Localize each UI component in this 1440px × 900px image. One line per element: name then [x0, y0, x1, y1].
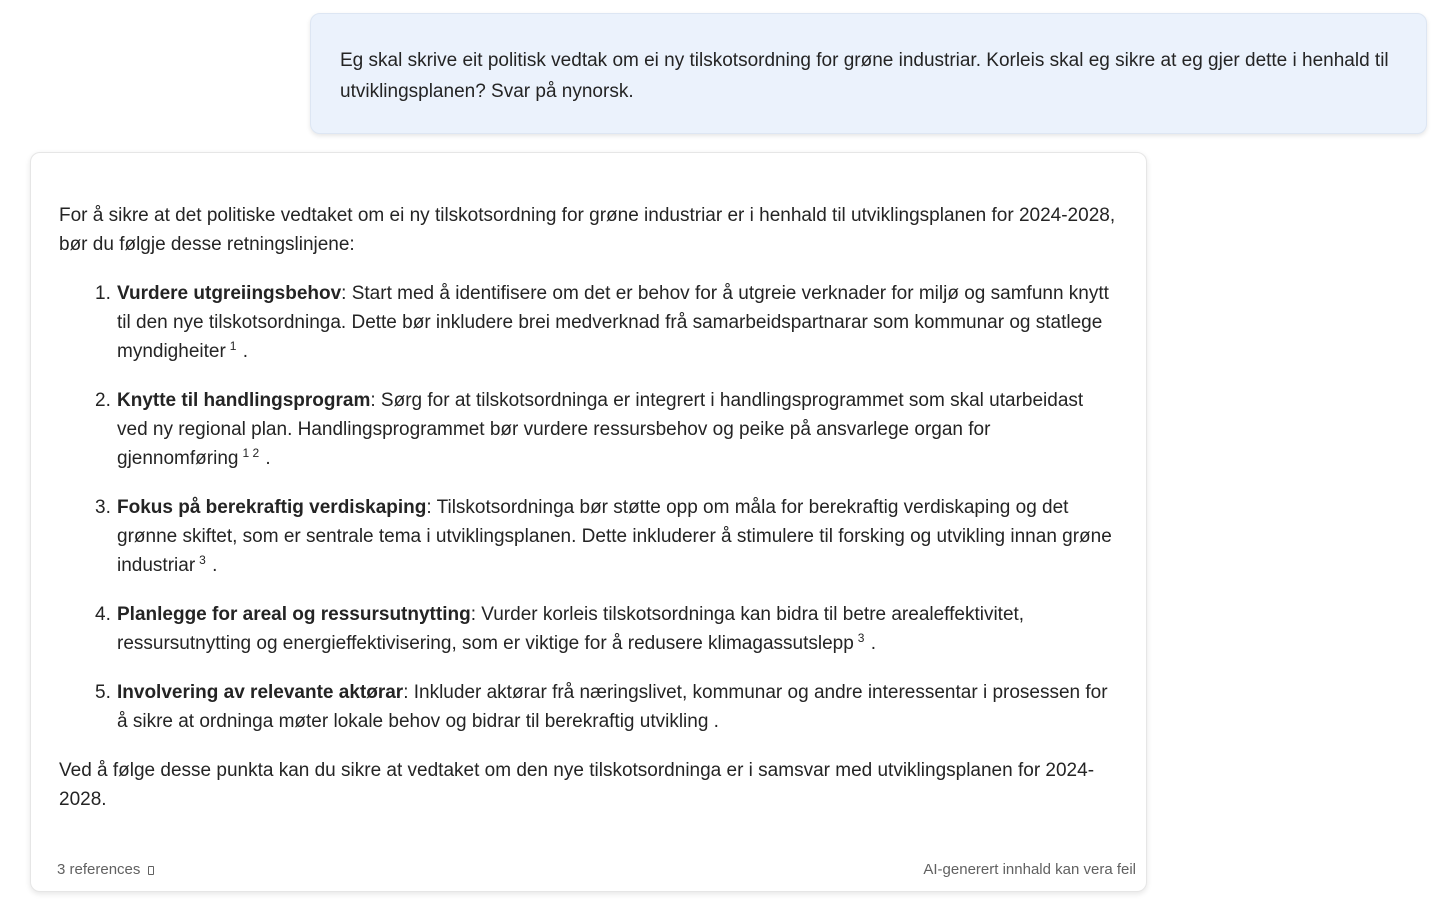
list-item-title: Vurdere utgreiingsbehov [117, 283, 342, 304]
list-item [95, 493, 1119, 580]
citation-marker[interactable]: 3 [857, 630, 865, 645]
references-toggle[interactable] [57, 861, 154, 878]
user-message-text: Eg skal skrive eit politisk vedtak om ei ny tilskotsordning for grøne industriar. Korleis skal eg sikre at eg gjer dette i henhald til utviklingsplanen? Svar på nynorsk. [340, 50, 1389, 102]
chevron-icon [148, 866, 154, 875]
list-item [95, 386, 1119, 473]
list-item [95, 600, 1119, 658]
response-footer [57, 859, 1136, 879]
list-item-title: Planlegge for areal og ressursutnytting [117, 604, 471, 625]
references-label: 3 references [57, 860, 141, 878]
guideline-list [59, 279, 1119, 736]
ai-disclaimer: AI-generert innhald kan vera feil [923, 860, 1136, 878]
list-item-title: Involvering av relevante aktørar [117, 682, 404, 703]
list-item-title: Knytte til handlingsprogram [117, 390, 371, 411]
list-item-end: . [237, 341, 249, 362]
citation-marker[interactable]: 3 [199, 552, 206, 567]
list-item [95, 279, 1119, 366]
list-item-end: . [865, 633, 877, 654]
list-item-end: . [206, 555, 218, 576]
list-item-number: 2. [95, 390, 111, 411]
response-intro: For å sikre at det politiske vedtaket om ei ny tilskotsordning for grøne industriar er i henhald til utviklingsplanen for 2024-2028, bør du følgje desse retningslinjene: [59, 205, 1116, 255]
list-item-number: 4. [95, 604, 111, 625]
citation-marker[interactable]: 1 [229, 338, 237, 353]
citation-marker[interactable]: 1 2 [242, 445, 260, 460]
assistant-response-card [30, 152, 1147, 892]
list-item-text: : Vurder korleis tilskotsordninga kan bidra til betre arealeffektivitet, ressursutnytting og energieffektivisering, som er viktige for å redusere klimagassutslepp [117, 604, 1025, 654]
user-message-bubble [310, 13, 1427, 134]
list-item-number: 1. [95, 283, 111, 304]
list-item-text: : Start med å identifisere om det er behov for å utgreie verknader for miljø og samfunn knytt til den nye tilskotsordninga. Dette bør inkludere brei medverknad frå samarbeidspartnarar som kommunar og statlege myndigheiter [117, 283, 1109, 362]
list-item [95, 678, 1119, 736]
list-item-text: : Inkluder aktørar frå næringslivet, kommunar og andre interessentar i prosessen for å sikre at ordninga møter lokale behov og bidrar til berekraftig utvikling . [117, 682, 1108, 732]
list-item-text: : Sørg for at tilskotsordninga er integrert i handlingsprogrammet som skal utarbeidast ved ny regional plan. Handlingsprogrammet bør vurdere ressursbehov og peike på ansvarlege organ for gjennomføring [117, 390, 1084, 469]
assistant-response-body [59, 201, 1119, 814]
response-outro: Ved å følge desse punkta kan du sikre at vedtaket om den nye tilskotsordninga er i samsvar med utviklingsplanen for 2024-2028. [59, 760, 1095, 810]
list-item-end: . [260, 448, 271, 469]
list-item-number: 5. [95, 682, 111, 703]
list-item-text: : Tilskotsordninga bør støtte opp om måla for berekraftig verdiskaping og det grønne skiftet, som er sentrale tema i utviklingsplanen. Dette inkluderer å stimulere til forsking og utvikling innan grøne industriar [117, 497, 1112, 576]
list-item-number: 3. [95, 497, 111, 518]
list-item-title: Fokus på berekraftig verdiskaping [117, 497, 427, 518]
